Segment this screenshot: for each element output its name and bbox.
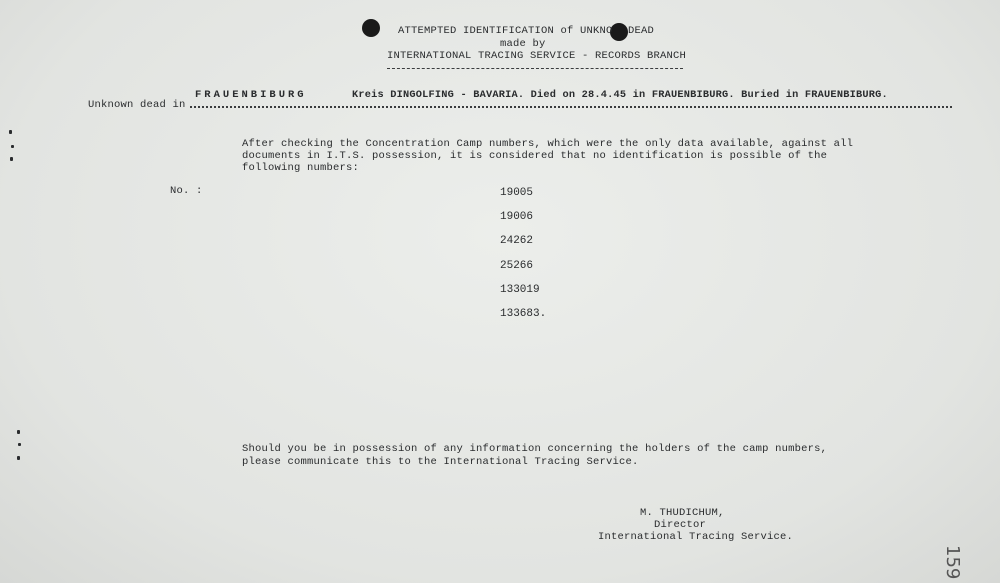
margin-speck: [17, 430, 20, 434]
dotted-fill-line: [190, 106, 952, 108]
signatory-name: M. THUDICHUM,: [640, 507, 725, 519]
margin-speck: [17, 456, 20, 460]
margin-speck: [11, 145, 14, 148]
margin-speck: [9, 130, 12, 134]
paragraph1-line1: After checking the Concentration Camp numbers, which were the only data available, against all: [242, 138, 854, 150]
punch-hole-right: [610, 23, 628, 41]
margin-speck: [10, 157, 13, 161]
punch-hole-left: [362, 19, 380, 37]
camp-number: 19005: [500, 187, 534, 199]
place-details: Kreis DINGOLFING - BAVARIA. Died on 28.4.45 in FRAUENBIBURG. Buried in FRAUENBIBURG.: [352, 89, 888, 101]
header-issuer: INTERNATIONAL TRACING SERVICE - RECORDS BRANCH: [387, 50, 687, 62]
margin-speck: [18, 443, 21, 446]
unknown-dead-label: Unknown dead in: [88, 99, 186, 111]
signatory-organization: International Tracing Service.: [598, 531, 794, 543]
paragraph1-line2: documents in I.T.S. possession, it is considered that no identification is possible of the: [242, 150, 828, 162]
camp-number: 19006: [500, 211, 534, 223]
numbers-label: No. :: [170, 185, 203, 197]
paragraph2-line2: please communicate this to the International Tracing Service.: [242, 456, 639, 468]
signatory-title: Director: [654, 519, 707, 531]
camp-number: 25266: [500, 260, 534, 272]
page-margin-number: 159: [942, 545, 963, 580]
header-underline: [387, 68, 683, 69]
place-name: FRAUENBIBURG: [195, 89, 307, 101]
header-title-part1: ATTEMPTED IDENTIFICATION of UNKNO: [398, 25, 613, 37]
paragraph2-line1: Should you be in possession of any information concerning the holders of the camp numbers,: [242, 443, 828, 455]
camp-number: 24262: [500, 235, 534, 247]
camp-number: 133019: [500, 284, 540, 296]
paragraph1-line3: following numbers:: [242, 162, 360, 174]
camp-number: 133683.: [500, 308, 547, 320]
header-made-by: made by: [500, 38, 546, 50]
header-title-part2: DEAD: [628, 25, 655, 37]
